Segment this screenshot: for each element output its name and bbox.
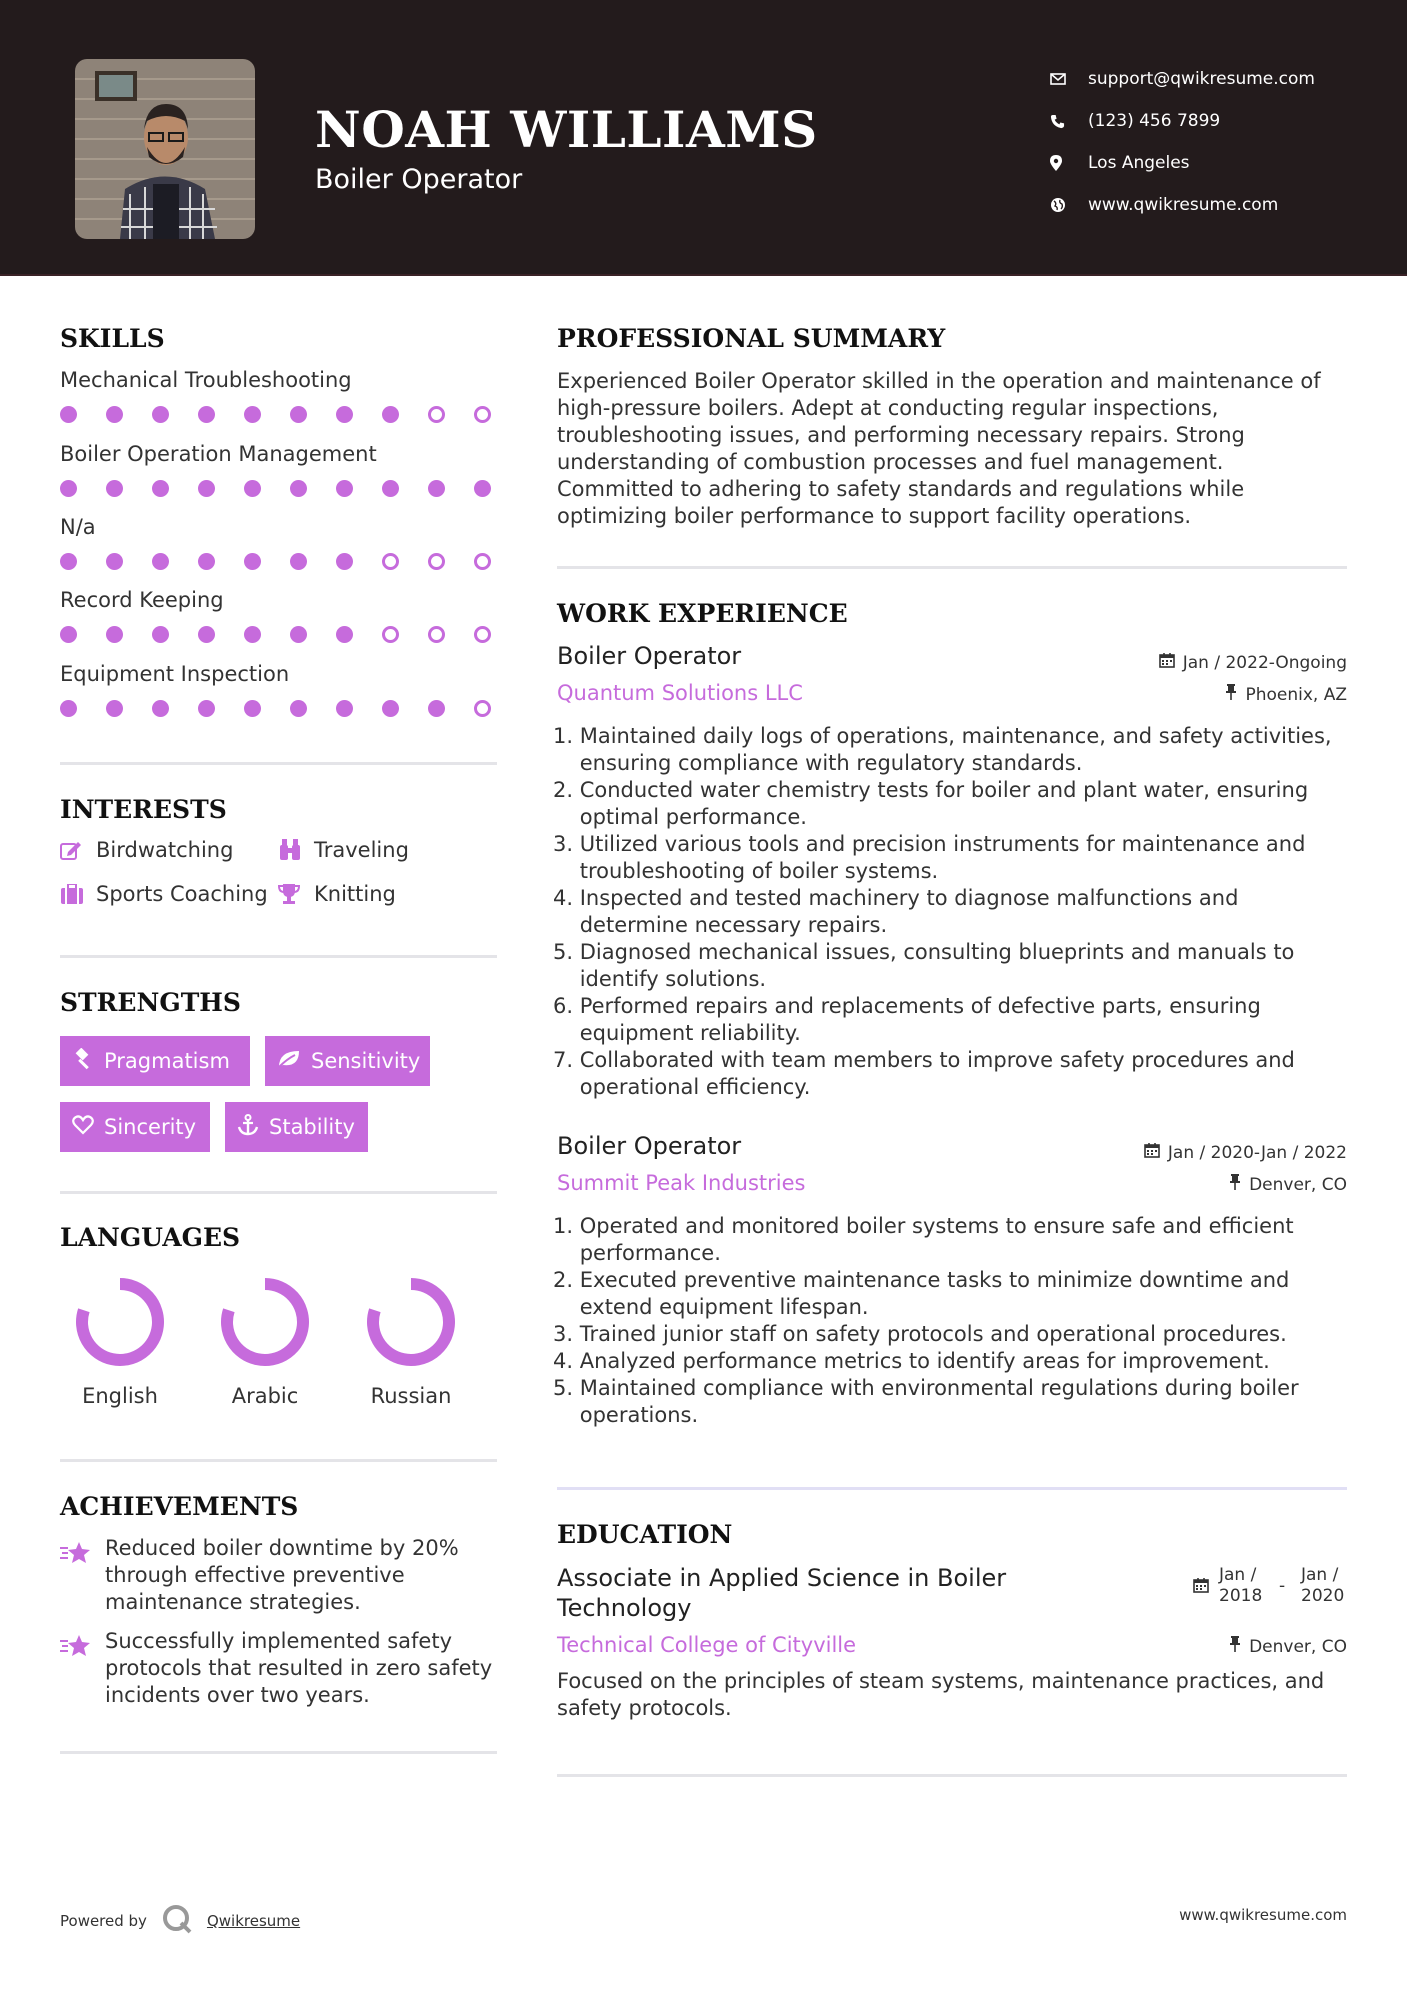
profile-photo <box>75 59 255 239</box>
rating-dot-empty <box>474 626 491 643</box>
interest-item <box>60 838 233 862</box>
achievement-text: Reduced boiler downtime by 20% through effective preventive maintenance strategies. <box>105 1536 459 1614</box>
rating-dot-empty <box>428 626 445 643</box>
rating-dot-filled <box>336 553 353 570</box>
interest-label: Knitting <box>314 882 396 906</box>
star-icon <box>60 1535 105 1616</box>
summary-text: Experienced Boiler Operator skilled in the operation and maintenance of high-pressure boilers. Adept at conducting regular inspections, troubleshooting issues, and performing necessary repairs. Strong understanding of combustion processes and fuel management. Committed to adhering to safety standards and regulations while optimizing boiler performance to support facility operations. <box>557 369 1321 528</box>
footer-powered-by <box>60 1903 300 1939</box>
job-title: Boiler Operator <box>557 1132 742 1160</box>
leaf-icon <box>277 1049 301 1074</box>
gavel-icon <box>72 1048 94 1075</box>
rating-dot-filled <box>290 480 307 497</box>
rating-dot-filled <box>198 626 215 643</box>
company-name: Quantum Solutions LLC <box>557 681 803 705</box>
job-dates <box>1144 1142 1347 1163</box>
rating-dot-filled <box>428 700 445 717</box>
rating-dot-filled <box>336 626 353 643</box>
rating-dot-empty <box>428 406 445 423</box>
map-pin-icon <box>1050 155 1088 171</box>
job-location-text: Phoenix, AZ <box>1245 684 1347 705</box>
school-name: Technical College of Cityville <box>557 1633 857 1657</box>
trophy-icon <box>278 883 314 905</box>
language-gauge-arc <box>227 1284 303 1360</box>
rating-dot-filled <box>336 480 353 497</box>
languages-heading: LANGUAGES <box>60 1223 241 1252</box>
language-gauge <box>361 1272 461 1372</box>
skill-rating <box>60 553 491 570</box>
rating-dot-filled <box>106 406 123 423</box>
job-location-text: Denver, CO <box>1249 1174 1347 1195</box>
briefcase-icon <box>60 884 96 904</box>
edit-icon <box>60 840 96 860</box>
envelope-icon <box>1050 73 1088 85</box>
qwikresume-link[interactable]: Qwikresume <box>206 1912 301 1930</box>
rating-dot-filled <box>60 553 77 570</box>
interest-item <box>60 882 268 906</box>
skills-heading: SKILLS <box>60 324 165 353</box>
section-divider <box>60 762 497 765</box>
job-title: Boiler Operator <box>557 642 742 670</box>
strength-label: Sensitivity <box>311 1049 421 1073</box>
contact-list <box>1050 58 1315 226</box>
education-heading: EDUCATION <box>557 1520 733 1549</box>
strength-tag <box>60 1102 210 1152</box>
job-location <box>1229 1174 1347 1195</box>
job-bullet: 6. Performed repairs and replacements of defective parts, ensuring equipment reliability. <box>553 994 1261 1045</box>
rating-dot-filled <box>106 626 123 643</box>
rating-dot-empty <box>382 553 399 570</box>
language-item <box>346 1272 476 1408</box>
globe-icon <box>1050 197 1088 213</box>
job-dates-text: Jan / 2020-Jan / 2022 <box>1167 1142 1347 1163</box>
rating-dot-filled <box>198 406 215 423</box>
experience-heading: WORK EXPERIENCE <box>557 599 848 628</box>
education-end: Jan / 2020 <box>1301 1565 1345 1606</box>
strengths-heading: STRENGTHS <box>60 988 241 1017</box>
section-divider <box>60 1751 497 1754</box>
rating-dot-empty <box>428 553 445 570</box>
education-description: Focused on the principles of steam systems, maintenance practices, and safety protocols. <box>557 1669 1325 1720</box>
rating-dot-filled <box>106 480 123 497</box>
job-bullet: 1. Operated and monitored boiler systems to ensure safe and efficient performance. <box>553 1214 1294 1265</box>
rating-dot-empty <box>474 553 491 570</box>
rating-dot-filled <box>60 480 77 497</box>
contact-website-text: www.qwikresume.com <box>1088 195 1279 215</box>
phone-icon <box>1050 114 1088 129</box>
education-location <box>1229 1636 1347 1657</box>
rating-dot-filled <box>382 700 399 717</box>
calendar-icon <box>1159 652 1175 673</box>
rating-dot-filled <box>198 553 215 570</box>
rating-dot-filled <box>290 700 307 717</box>
interest-label: Sports Coaching <box>96 882 268 906</box>
rating-dot-filled <box>60 406 77 423</box>
interest-item <box>278 838 409 862</box>
skill-rating <box>60 700 491 717</box>
rating-dot-filled <box>244 480 261 497</box>
contact-location-text: Los Angeles <box>1088 153 1190 173</box>
rating-dot-filled <box>336 700 353 717</box>
rating-dot-empty <box>474 700 491 717</box>
rating-dot-filled <box>152 700 169 717</box>
contact-email[interactable] <box>1050 58 1315 100</box>
section-divider <box>557 1487 1347 1490</box>
education-dates: Jan / 2018 - Jan / 2020 <box>1193 1565 1347 1607</box>
contact-phone-text: (123) 456 7899 <box>1088 111 1221 131</box>
pushpin-icon <box>1229 1174 1241 1195</box>
section-divider <box>557 566 1347 569</box>
contact-phone[interactable] <box>1050 100 1315 142</box>
rating-dot-filled <box>244 406 261 423</box>
strength-tag <box>265 1036 430 1086</box>
rating-dot-filled <box>152 406 169 423</box>
job-bullet: 5. Maintained compliance with environmental regulations during boiler operations. <box>553 1376 1299 1427</box>
education-start: Jan / 2018 <box>1219 1565 1263 1606</box>
job-bullet: 2. Conducted water chemistry tests for boiler and plant water, ensuring optimal performance. <box>553 778 1309 829</box>
language-item <box>55 1272 185 1408</box>
heart-icon <box>72 1115 94 1140</box>
rating-dot-filled <box>428 480 445 497</box>
strength-label: Pragmatism <box>104 1049 230 1073</box>
section-divider <box>60 1191 497 1194</box>
rating-dot-filled <box>244 626 261 643</box>
achievement-text: Successfully implemented safety protocols that resulted in zero safety incidents over two years. <box>105 1629 493 1707</box>
pushpin-icon <box>1229 1636 1241 1657</box>
language-item <box>200 1272 330 1408</box>
education-location-text: Denver, CO <box>1249 1636 1347 1657</box>
skill-name: N/a <box>60 515 96 539</box>
language-gauge <box>215 1272 315 1372</box>
rating-dot-filled <box>336 406 353 423</box>
achievement-item <box>60 1628 500 1709</box>
rating-dot-filled <box>382 406 399 423</box>
language-label: English <box>82 1384 158 1408</box>
degree-title: Associate in Applied Science in Boiler Technology <box>557 1564 1007 1622</box>
rating-dot-filled <box>106 553 123 570</box>
job-bullet: 4. Inspected and tested machinery to diagnose malfunctions and determine necessary repairs. <box>553 886 1239 937</box>
strength-label: Sincerity <box>104 1115 197 1139</box>
rating-dot-filled <box>152 626 169 643</box>
rating-dot-filled <box>152 553 169 570</box>
rating-dot-filled <box>474 480 491 497</box>
rating-dot-filled <box>152 480 169 497</box>
rating-dot-filled <box>290 553 307 570</box>
job-bullets <box>553 1213 1337 1429</box>
skill-rating <box>60 626 491 643</box>
strength-label: Stability <box>269 1115 355 1139</box>
resume-header <box>0 0 1407 276</box>
calendar-icon <box>1193 1565 1209 1598</box>
rating-dot-empty <box>474 406 491 423</box>
skill-name: Boiler Operation Management <box>60 442 377 466</box>
contact-email-text: support@qwikresume.com <box>1088 69 1315 89</box>
job-bullets <box>553 723 1337 1101</box>
strength-tag <box>60 1036 250 1086</box>
candidate-title: Boiler Operator <box>315 164 523 195</box>
skill-rating <box>60 480 491 497</box>
contact-website[interactable] <box>1050 184 1315 226</box>
rating-dot-filled <box>244 553 261 570</box>
job-location <box>1225 684 1347 705</box>
job-dates <box>1159 652 1347 673</box>
job-bullet: 1. Maintained daily logs of operations, maintenance, and safety activities, ensuring compliance with regulatory standards. <box>553 724 1332 775</box>
rating-dot-filled <box>290 406 307 423</box>
interest-item <box>278 882 396 906</box>
section-divider <box>60 955 497 958</box>
job-bullet: 5. Diagnosed mechanical issues, consulting blueprints and manuals to identify solutions. <box>553 940 1295 991</box>
job-bullet: 2. Executed preventive maintenance tasks to minimize downtime and extend equipment lifespan. <box>553 1268 1290 1319</box>
calendar-icon <box>1144 1142 1160 1163</box>
section-divider <box>557 1774 1347 1777</box>
interests-heading: INTERESTS <box>60 795 227 824</box>
language-gauge-arc <box>373 1284 449 1360</box>
footer-website[interactable]: www.qwikresume.com <box>1179 1906 1347 1924</box>
job-bullet: 4. Analyzed performance metrics to identify areas for improvement. <box>553 1349 1270 1373</box>
skill-rating <box>60 406 491 423</box>
pushpin-icon <box>1225 684 1237 705</box>
rating-dot-filled <box>198 700 215 717</box>
section-divider <box>60 1459 497 1462</box>
rating-dot-filled <box>244 700 261 717</box>
summary-heading: PROFESSIONAL SUMMARY <box>557 324 946 353</box>
rating-dot-filled <box>60 700 77 717</box>
job-bullet: 3. Utilized various tools and precision instruments for maintenance and troubleshooting of boiler systems. <box>553 832 1306 883</box>
candidate-name: NOAH WILLIAMS <box>315 100 818 159</box>
powered-by-text: Powered by <box>60 1912 147 1930</box>
rating-dot-filled <box>106 700 123 717</box>
skill-name: Equipment Inspection <box>60 662 290 686</box>
interest-label: Traveling <box>314 838 409 862</box>
rating-dot-filled <box>290 626 307 643</box>
anchor-icon <box>237 1114 259 1141</box>
language-label: Arabic <box>231 1384 299 1408</box>
interest-label: Birdwatching <box>96 838 234 862</box>
job-bullet: 3. Trained junior staff on safety protocols and operational procedures. <box>553 1322 1287 1346</box>
contact-location <box>1050 142 1315 184</box>
rating-dot-empty <box>382 626 399 643</box>
rating-dot-filled <box>198 480 215 497</box>
language-gauge-arc <box>82 1284 158 1360</box>
binoculars-icon <box>278 839 314 861</box>
rating-dot-filled <box>382 480 399 497</box>
job-dates-text: Jan / 2022-Ongoing <box>1182 652 1347 673</box>
language-label: Russian <box>370 1384 452 1408</box>
rating-dot-filled <box>60 626 77 643</box>
skill-name: Mechanical Troubleshooting <box>60 368 352 392</box>
qwikresume-logo-icon <box>161 1903 193 1939</box>
company-name: Summit Peak Industries <box>557 1171 806 1195</box>
job-bullet: 7. Collaborated with team members to improve safety procedures and operational efficiency. <box>553 1048 1295 1099</box>
achievements-heading: ACHIEVEMENTS <box>60 1492 299 1521</box>
strength-tag <box>225 1102 368 1152</box>
skill-name: Record Keeping <box>60 588 224 612</box>
language-gauge <box>70 1272 170 1372</box>
star-icon <box>60 1628 105 1709</box>
achievement-item <box>60 1535 500 1616</box>
